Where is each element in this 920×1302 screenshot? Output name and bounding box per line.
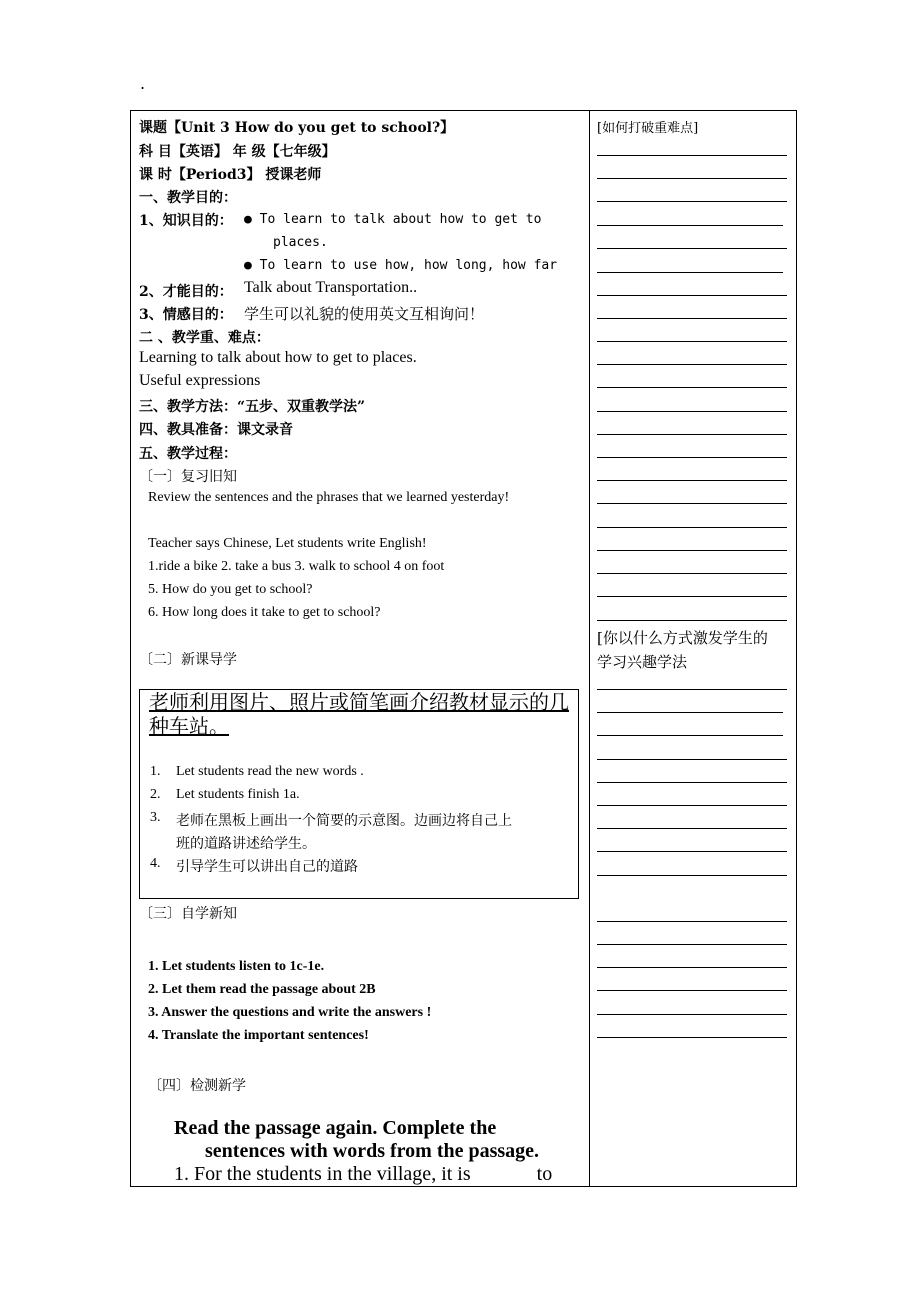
self-study-4: 4. Translate the important sentences!: [148, 1028, 369, 1043]
note-line: [597, 712, 783, 713]
note-line: [597, 990, 787, 991]
note-line: [597, 759, 787, 760]
note-line: [597, 1037, 787, 1038]
objectives-heading: 一、教学目的：: [139, 190, 237, 206]
note-line: [597, 620, 787, 621]
notes-label-1: [如何打破重难点]: [597, 121, 699, 136]
subject-line: 科 目【英语】 年 级【七年级】: [139, 144, 336, 160]
note-line: [597, 1014, 787, 1015]
note-line: [597, 480, 787, 481]
self-study-2: 2. Let them read the passage about 2B: [148, 982, 376, 997]
note-line: [597, 851, 787, 852]
note-line: [597, 364, 787, 365]
note-line: [597, 828, 787, 829]
note-line: [597, 573, 787, 574]
note-line: [597, 805, 787, 806]
box-item-4: 引导学生可以讲出自己的道路: [176, 859, 358, 875]
answer-blank[interactable]: [471, 1163, 537, 1187]
ability-label: 2、才能目的：: [139, 284, 233, 300]
new-lesson-heading: 〔二〕新课导学: [139, 652, 237, 668]
new-lesson-box: [139, 689, 579, 899]
review-line-2: Teacher says Chinese, Let students write English!: [148, 536, 427, 551]
note-line: [597, 248, 787, 249]
note-line: [597, 503, 787, 504]
topic-line: 课题【Unit 3 How do you get to school?】: [139, 120, 455, 136]
box-item-3-num: 3.: [150, 810, 161, 825]
note-line: [597, 318, 787, 319]
self-study-3: 3. Answer the questions and write the answers !: [148, 1005, 432, 1020]
note-line: [597, 411, 787, 412]
note-line: [597, 457, 787, 458]
review-line-1: Review the sentences and the phrases that we learned yesterday!: [148, 490, 510, 505]
review-line-4: 5. How do you get to school?: [148, 582, 313, 597]
note-line: [597, 341, 787, 342]
note-line: [597, 875, 787, 876]
note-line: [597, 944, 787, 945]
emotion-label: 3、情感目的：: [139, 307, 233, 323]
test-instruction-1: Read the passage again. Complete the: [174, 1117, 497, 1139]
test-question-1: [174, 1163, 552, 1187]
test-question-1-end: to: [536, 1163, 553, 1185]
note-line: [597, 550, 787, 551]
note-line: [597, 735, 783, 736]
test-question-1-text: 1. For the students in the village, it is: [174, 1163, 471, 1185]
box-title: 老师利用图片、照片或简笔画介绍教材显示的几种车站。: [149, 690, 569, 738]
review-heading: 〔一〕复习旧知: [139, 469, 237, 485]
note-line: [597, 527, 787, 528]
box-item-4-num: 4.: [150, 856, 161, 871]
box-item-2: Let students finish 1a.: [176, 787, 300, 802]
key-point-2: Useful expressions: [139, 372, 261, 389]
knowledge-goal-1: ● To learn to talk about how to get to: [244, 212, 542, 227]
box-item-3-cont: 班的道路讲述给学生。: [176, 836, 316, 852]
process-heading: 五、教学过程：: [139, 446, 237, 462]
knowledge-goal-2: ● To learn to use how, how long, how far: [244, 258, 558, 273]
notes-label-2-cont: 学习兴趣学法: [597, 653, 688, 671]
knowledge-label: 1、知识目的：: [139, 213, 233, 229]
box-item-3: 老师在黑板上画出一个简要的示意图。边画边将自己上: [176, 813, 512, 829]
self-study-1: 1. Let students listen to 1c-1e.: [148, 959, 325, 974]
review-line-5: 6. How long does it take to get to school?: [148, 605, 381, 620]
notes-label-2: [你以什么方式激发学生的: [597, 629, 768, 647]
ability-text: Talk about Transportation..: [244, 279, 418, 296]
self-study-heading: 〔三〕自学新知: [139, 906, 237, 922]
note-line: [597, 689, 787, 690]
lesson-plan-table: [130, 110, 797, 1187]
note-line: [597, 295, 787, 296]
review-line-3: 1.ride a bike 2. take a bus 3. walk to school 4 on foot: [148, 559, 445, 574]
test-heading: 〔四〕检测新学: [148, 1078, 246, 1094]
note-line: [597, 178, 787, 179]
period-line: 课 时【Period3】 授课老师: [139, 167, 322, 183]
page-dot: .: [140, 74, 146, 93]
box-item-2-num: 2.: [150, 787, 161, 802]
note-line: [597, 155, 787, 156]
box-item-1-num: 1.: [150, 764, 161, 779]
test-instruction-2: sentences with words from the passage.: [205, 1140, 540, 1162]
note-line: [597, 201, 787, 202]
note-line: [597, 782, 787, 783]
emotion-text: 学生可以礼貌的使用英文互相询问！: [244, 305, 485, 323]
box-item-1: Let students read the new words .: [176, 764, 364, 779]
note-line: [597, 387, 787, 388]
note-line: [597, 434, 787, 435]
key-point-1: Learning to talk about how to get to places.: [139, 349, 417, 366]
knowledge-goal-1-cont: places.: [273, 235, 328, 250]
column-divider: [589, 111, 590, 1186]
note-line: [597, 921, 787, 922]
methods-line: 三、教学方法：“五步、双重教学法”: [139, 399, 366, 415]
note-line: [597, 967, 787, 968]
note-line: [597, 225, 783, 226]
note-line: [597, 272, 783, 273]
note-line: [597, 596, 787, 597]
key-points-heading: 二 、教学重、难点：: [139, 330, 270, 346]
materials-line: 四、教具准备：课文录音: [139, 422, 293, 438]
